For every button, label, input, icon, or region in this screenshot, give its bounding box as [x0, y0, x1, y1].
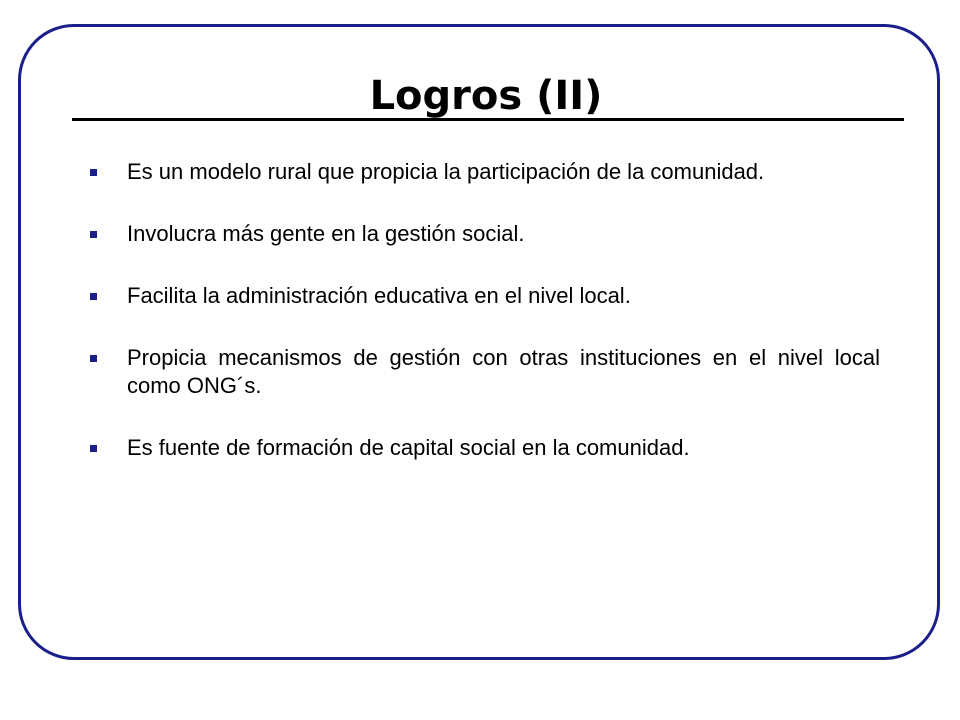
- bullet-text: Propicia mecanismos de gestión con otras instituciones en el nivel local como ONG´s.: [127, 345, 880, 398]
- bullet-text: Involucra más gente en la gestión social.: [127, 221, 525, 246]
- bullet-text: Facilita la administración educativa en el nivel local.: [127, 283, 631, 308]
- bullet-item: [88, 158, 880, 186]
- square-bullet-icon: [90, 231, 97, 238]
- bullet-item: [88, 220, 880, 248]
- square-bullet-icon: [90, 293, 97, 300]
- bullet-item: [88, 434, 880, 462]
- square-bullet-icon: [90, 355, 97, 362]
- slide-title: Logros (II): [369, 73, 603, 119]
- bullet-item: [88, 282, 880, 310]
- bullet-text: Es un modelo rural que propicia la participación de la comunidad.: [127, 159, 765, 184]
- title-underline: [72, 118, 904, 121]
- bullet-item: [88, 344, 880, 400]
- square-bullet-icon: [90, 445, 97, 452]
- square-bullet-icon: [90, 169, 97, 176]
- bullet-text: Es fuente de formación de capital social en la comunidad.: [127, 435, 690, 460]
- bullet-list: [88, 158, 880, 462]
